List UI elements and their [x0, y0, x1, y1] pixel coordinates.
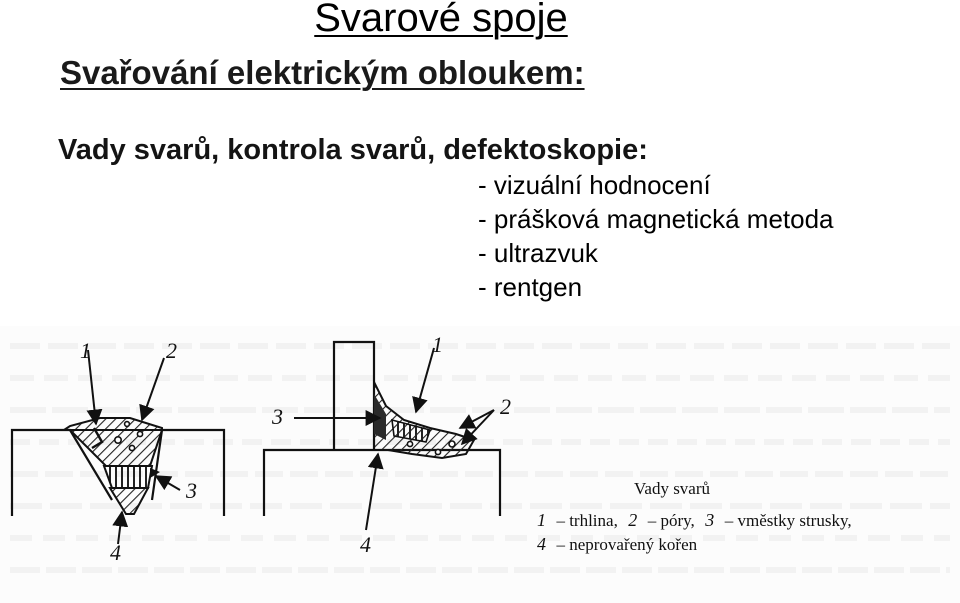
legend-text: – neprovařený kořen	[556, 535, 698, 554]
legend-number: 3	[705, 510, 715, 530]
legend-number: 4	[537, 534, 546, 554]
weld-defects-figure	[0, 316, 960, 603]
weld-defects-drawing	[0, 316, 960, 603]
defect-label: 1	[432, 332, 443, 357]
defect-label: 3	[186, 478, 197, 503]
method-item: - ultrazvuk	[478, 238, 598, 268]
defect-label: 2	[166, 338, 177, 363]
defect-label: 2	[500, 394, 511, 419]
legend-title: Vady svarů	[634, 479, 711, 498]
legend-line-2	[537, 534, 698, 554]
legend-text: – trhlina,	[556, 511, 618, 530]
method-item: - prášková magnetická metoda	[478, 204, 834, 234]
legend-line-1	[537, 510, 852, 530]
page-title: Svarové spoje	[314, 0, 568, 40]
legend-text: – vměstky strusky,	[724, 511, 852, 530]
defect-label: 1	[80, 338, 91, 363]
topic-heading: Vady svarů, kontrola svarů, defektoskopie:	[58, 134, 648, 166]
defect-label: 4	[360, 532, 371, 557]
method-item: - vizuální hodnocení	[478, 170, 711, 200]
legend-number: 1	[537, 510, 546, 530]
defect-label: 3	[272, 404, 283, 429]
inspection-methods-list	[478, 168, 834, 304]
defect-label: 4	[110, 540, 121, 565]
legend-number: 2	[628, 510, 638, 530]
method-item: - rentgen	[478, 272, 583, 302]
legend-text: – póry,	[647, 511, 695, 530]
section-subtitle: Svařování elektrickým obloukem:	[60, 54, 585, 91]
